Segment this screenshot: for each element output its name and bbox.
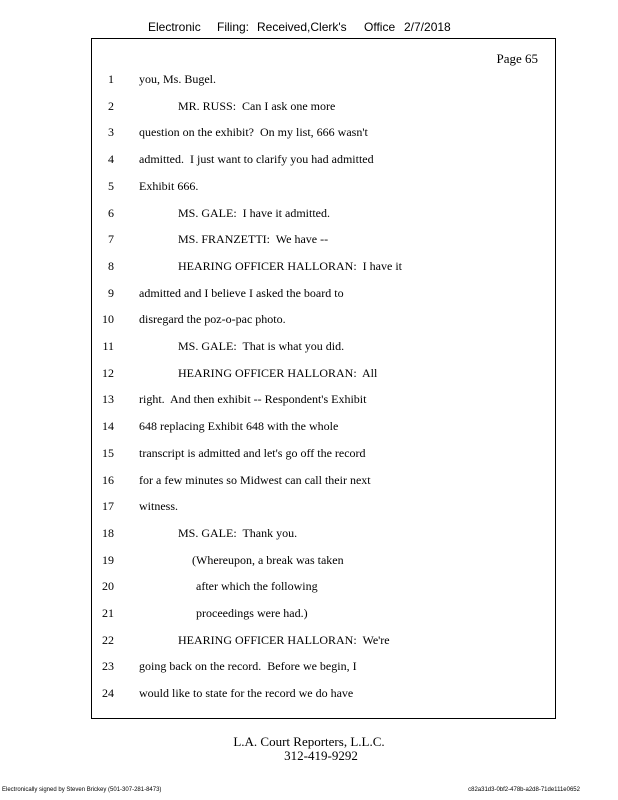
transcript-line	[0, 498, 618, 514]
line-text: HEARING OFFICER HALLORAN: I have it	[178, 258, 402, 273]
line-text: Exhibit 666.	[139, 178, 199, 193]
transcript-line	[0, 418, 618, 434]
line-number: 20	[102, 579, 114, 594]
footer-phone: 312-419-9292	[284, 748, 358, 763]
line-number: 14	[102, 419, 114, 434]
transcript-line	[0, 578, 618, 594]
filing-stamp-header	[0, 20, 618, 36]
line-number: 13	[102, 392, 114, 407]
transcript-line	[0, 231, 618, 247]
line-number: 5	[108, 178, 114, 193]
transcript-line	[0, 391, 618, 407]
transcript-line	[0, 605, 618, 621]
signature-right: c82a31d3-0bf2-478b-a2d8-71de111e0652	[468, 787, 580, 793]
line-number: 15	[102, 445, 114, 460]
transcript-line	[0, 124, 618, 140]
line-number: 19	[102, 552, 114, 567]
line-text: MR. RUSS: Can I ask one more	[178, 98, 336, 113]
line-text: HEARING OFFICER HALLORAN: We're	[178, 632, 390, 647]
transcript-line	[0, 311, 618, 327]
line-number: 22	[102, 632, 114, 647]
line-number: 9	[108, 285, 114, 300]
transcript-line	[0, 285, 618, 301]
line-number: 21	[102, 606, 114, 620]
signature-left: Electronically signed by Steven Brickey (501-307-281-8473)	[2, 787, 162, 793]
line-number: 12	[102, 365, 114, 380]
transcript-line	[0, 258, 618, 274]
line-number: 1	[108, 72, 114, 86]
line-text: (Whereupon, a break was taken	[192, 552, 344, 567]
line-number: 24	[102, 686, 114, 701]
header-word-electronic: Electronic	[148, 20, 201, 34]
header-date: 2/7/2018	[404, 20, 451, 34]
line-text: admitted and I believe I asked the board to	[139, 285, 344, 300]
header-word-filing: Filing:	[217, 20, 250, 34]
header-word-office: Office	[364, 20, 396, 34]
transcript-line	[0, 658, 618, 674]
line-text: 648 replacing Exhibit 648 with the whole	[139, 419, 339, 434]
transcript-line	[0, 365, 618, 381]
line-text: right. And then exhibit -- Respondent's Exhibit	[139, 392, 367, 407]
line-text: HEARING OFFICER HALLORAN: All	[178, 365, 378, 380]
line-text: question on the exhibit? On my list, 666 wasn't	[139, 125, 368, 140]
line-number: 16	[102, 472, 114, 487]
transcript-line	[0, 525, 618, 541]
transcript-line	[0, 632, 618, 648]
line-number: 3	[108, 125, 114, 140]
transcript-line	[0, 338, 618, 354]
transcript-line	[0, 71, 618, 87]
footer-company: L.A. Court Reporters, L.L.C.	[233, 734, 385, 749]
line-text: would like to state for the record we do have	[139, 686, 354, 701]
line-text: MS. GALE: I have it admitted.	[178, 205, 330, 220]
transcript-line	[0, 205, 618, 221]
line-text: proceedings were had.)	[196, 606, 308, 620]
line-number: 6	[108, 205, 114, 220]
line-text: witness.	[139, 499, 178, 514]
line-number: 8	[108, 258, 114, 273]
line-text: admitted. I just want to clarify you had admitted	[139, 152, 374, 167]
page-number: Page 65	[496, 51, 538, 66]
transcript-line	[0, 151, 618, 167]
transcript-line	[0, 472, 618, 488]
line-text: you, Ms. Bugel.	[139, 72, 217, 86]
header-word-received-clerks: Received,Clerk's	[257, 20, 347, 34]
line-number: 17	[102, 499, 114, 514]
transcript-line	[0, 178, 618, 194]
line-text: MS. FRANZETTI: We have --	[178, 232, 329, 247]
transcript-line	[0, 552, 618, 568]
line-number: 7	[108, 232, 114, 247]
line-number: 11	[102, 339, 114, 353]
line-text: MS. GALE: Thank you.	[178, 525, 298, 540]
line-text: for a few minutes so Midwest can call their next	[139, 472, 371, 487]
line-text: after which the following	[196, 579, 318, 594]
line-number: 4	[108, 152, 114, 167]
line-text: going back on the record. Before we begin, I	[139, 659, 357, 674]
line-text: transcript is admitted and let's go off the record	[139, 445, 366, 460]
transcript-line	[0, 98, 618, 114]
line-number: 18	[102, 525, 114, 540]
line-number: 23	[102, 659, 114, 674]
line-text: MS. GALE: That is what you did.	[178, 339, 345, 353]
line-text: disregard the poz-o-pac photo.	[139, 312, 286, 327]
transcript-line	[0, 445, 618, 461]
line-number: 10	[102, 312, 114, 327]
line-number: 2	[108, 98, 114, 113]
transcript-line	[0, 685, 618, 701]
